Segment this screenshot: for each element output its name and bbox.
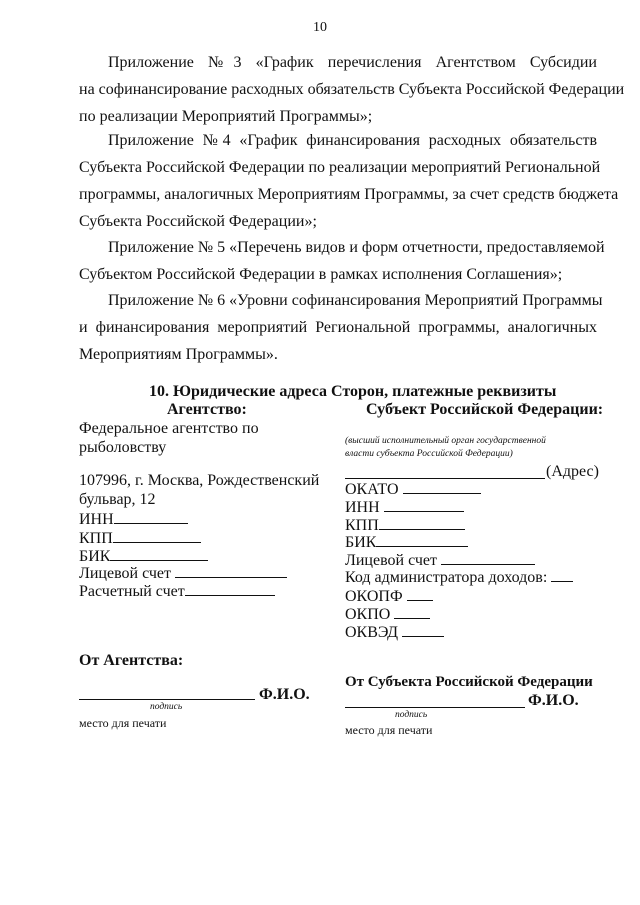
field-label: Расчетный счет <box>79 583 185 600</box>
appendix-line: на софинансирование расходных обязательств Субъекта Российской Федерации <box>79 81 625 98</box>
appendix-line: Приложение №3 «График перечисления Агентством Субсидии <box>108 54 597 71</box>
fill-line <box>113 529 201 543</box>
field-label: ИНН <box>345 499 380 516</box>
subject-okpo-field <box>345 605 430 624</box>
field-label: Лицевой счет <box>79 565 172 582</box>
subject-signature-caption: подпись <box>395 710 428 720</box>
appendix-6 <box>79 287 603 368</box>
fill-line <box>384 498 464 512</box>
subject-okato-field <box>345 480 481 499</box>
appendix-line: и финансирования мероприятий Региональной программы, аналогичных <box>79 319 597 336</box>
agency-settlement-field <box>79 582 275 601</box>
appendix-line: программы, аналогичных Мероприятиям Программы, за счет средств бюджета <box>79 186 619 203</box>
appendix-line: Приложение №4 «График финансирования расходных обязательств <box>108 132 597 149</box>
field-label: Код администратора доходов: <box>345 569 548 586</box>
fill-line <box>407 587 433 601</box>
agency-fio-label: Ф.И.О. <box>259 686 310 703</box>
subject-okved-field <box>345 623 444 642</box>
subject-address-label: (Адрес) <box>546 463 599 480</box>
field-label: ОКВЭД <box>345 624 399 641</box>
appendix-4 <box>79 127 619 235</box>
field-label: ОКАТО <box>345 481 399 498</box>
agency-name-line: Федеральное агентство по <box>79 420 259 437</box>
subject-stamp-label: место для печати <box>345 723 433 737</box>
field-label: ОКПО <box>345 606 391 623</box>
agency-address-line: 107996, г. Москва, Рождественский <box>79 472 320 489</box>
subject-revenue-admin-field <box>345 568 573 587</box>
fill-line <box>114 510 188 524</box>
field-label: Лицевой счет <box>345 552 438 569</box>
subject-signature-line <box>345 707 525 708</box>
fill-line <box>403 480 481 494</box>
from-agency-label: От Агентства: <box>79 652 184 669</box>
agency-inn-field <box>79 510 188 529</box>
agency-name-line: рыболовству <box>79 439 167 456</box>
subject-inn-field <box>345 498 464 517</box>
field-label: ИНН <box>79 511 114 528</box>
fill-line <box>376 533 468 547</box>
agency-signature-caption: подпись <box>150 702 183 712</box>
appendix-line: Мероприятиям Программы». <box>79 346 278 363</box>
appendix-line: по реализации Мероприятий Программы»; <box>79 108 373 125</box>
appendix-line: Субъекта Российской Федерации»; <box>79 213 317 230</box>
fill-line <box>441 551 535 565</box>
subject-authority-note: власти субъекта Российской Федерации) <box>345 449 513 459</box>
appendix-5 <box>79 234 605 288</box>
appendix-line: Приложение № 6 «Уровни софинансирования Мероприятий Программы <box>108 292 603 309</box>
subject-okopf-field <box>345 587 433 606</box>
fill-line <box>551 568 573 582</box>
agency-address-line: бульвар, 12 <box>79 491 156 508</box>
agency-kpp-field <box>79 529 201 548</box>
field-label: ОКОПФ <box>345 588 403 605</box>
from-subject-label: От Субъекта Российской Федерации <box>345 674 593 690</box>
fill-line <box>110 547 208 561</box>
fill-line <box>402 623 444 637</box>
field-label: КПП <box>345 517 379 534</box>
section-title: 10. Юридические адреса Сторон, платежные реквизиты <box>149 383 557 400</box>
appendix-line: Субъектом Российской Федерации в рамках исполнения Соглашения»; <box>79 266 563 283</box>
field-label: КПП <box>79 530 113 547</box>
subject-address-line <box>345 478 545 479</box>
subject-authority-note: (высший исполнительный орган государственной <box>345 436 546 446</box>
fill-line <box>394 605 430 619</box>
field-label: БИК <box>345 534 377 551</box>
appendix-line: Субъекта Российской Федерации по реализации мероприятий Региональной <box>79 159 601 176</box>
page-number: 10 <box>313 20 327 35</box>
appendix-line: Приложение № 5 «Перечень видов и форм отчетности, предоставляемой <box>108 239 605 256</box>
agency-signature-line <box>79 699 255 700</box>
agency-account-field <box>79 564 287 583</box>
agency-stamp-label: место для печати <box>79 716 167 730</box>
agency-heading: Агентство: <box>167 401 247 418</box>
field-label: БИК <box>79 548 111 565</box>
subject-heading: Субъект Российской Федерации: <box>366 401 604 418</box>
fill-line <box>185 582 275 596</box>
fill-line <box>175 564 287 578</box>
fill-line <box>379 516 465 530</box>
subject-bik-field <box>345 533 468 552</box>
subject-fio-label: Ф.И.О. <box>528 692 579 709</box>
appendix-3 <box>79 49 625 130</box>
